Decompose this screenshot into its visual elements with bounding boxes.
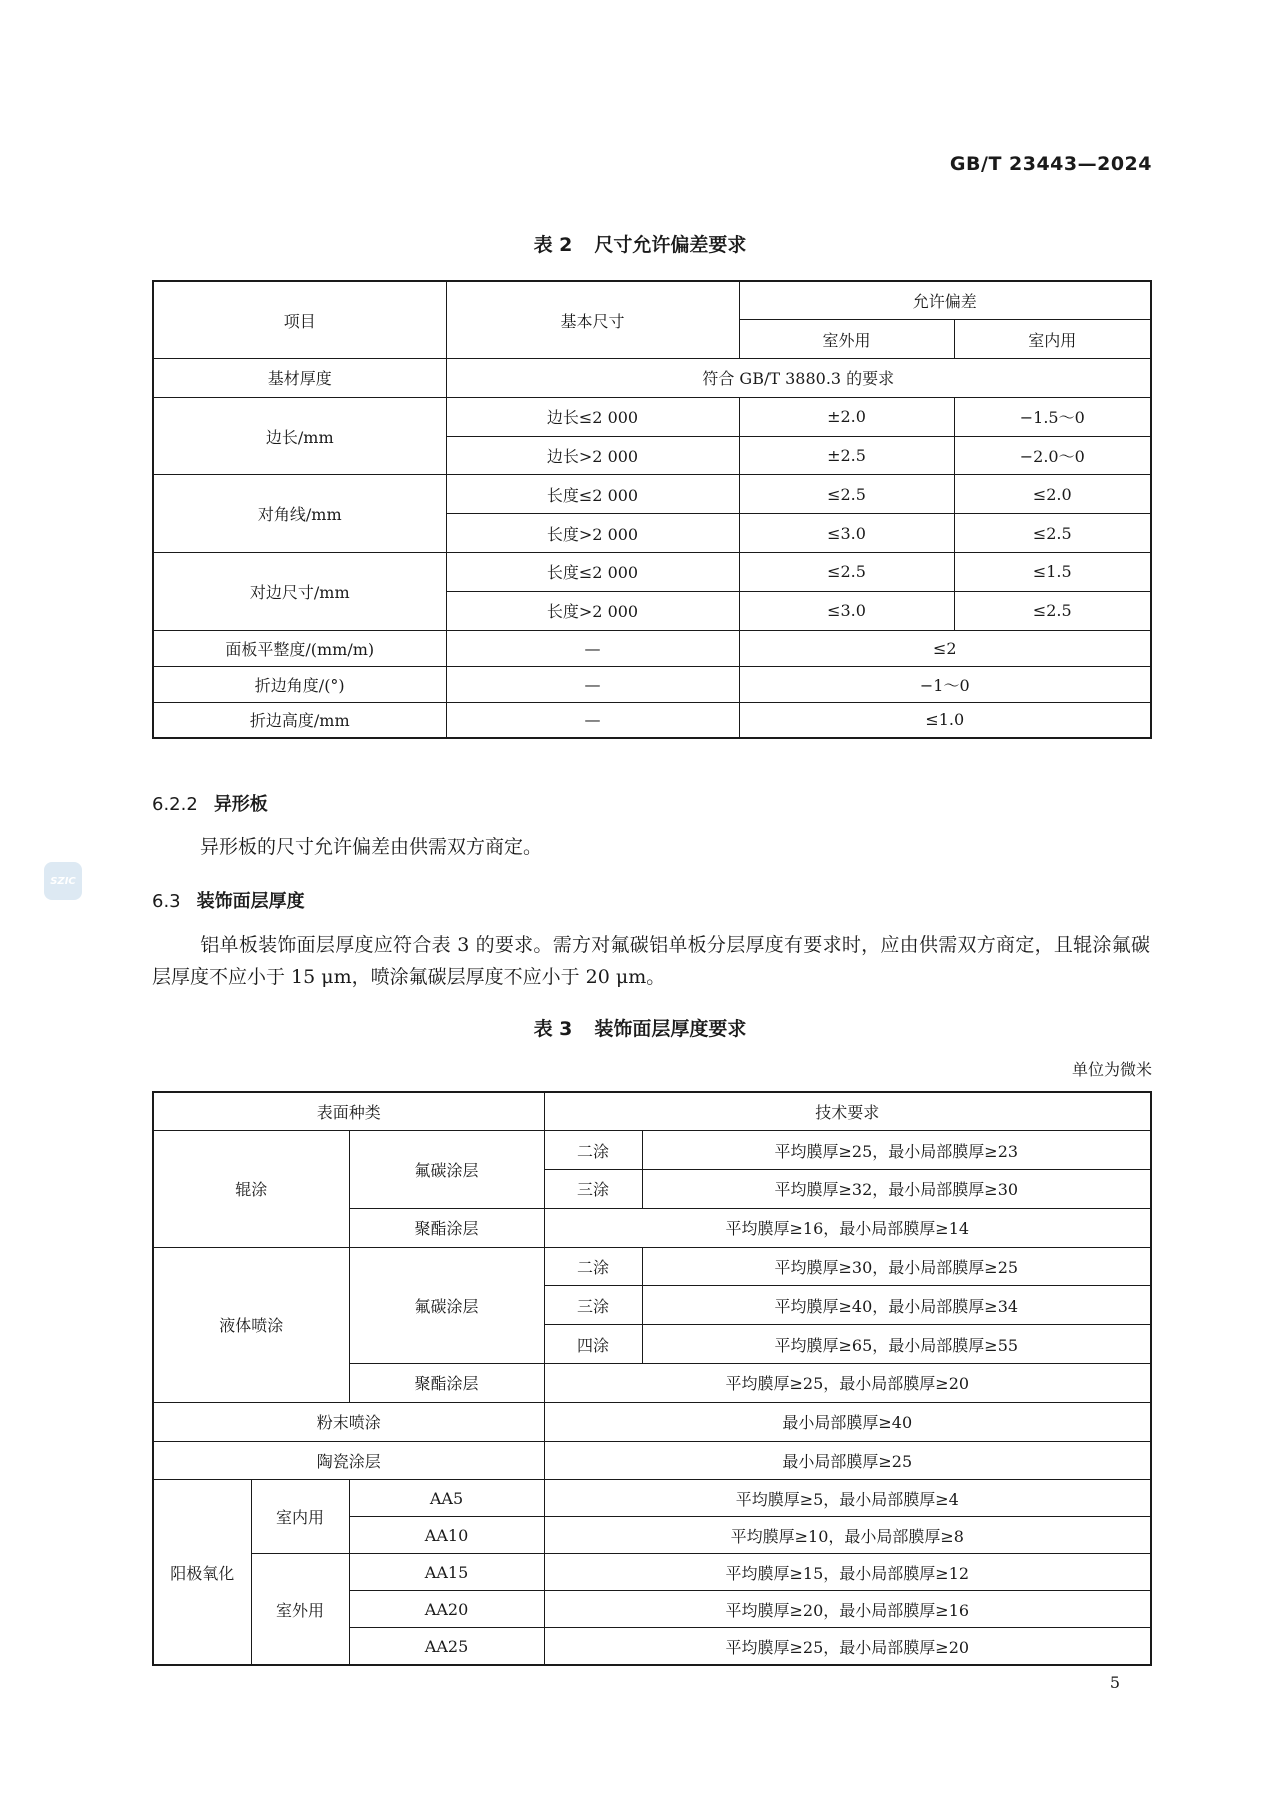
section-6-3-heading [152, 887, 305, 913]
cell-requirement: 平均膜厚≥5，最小局部膜厚≥4 [544, 1480, 1151, 1517]
cell-size: 边长≤2 000 [446, 397, 739, 436]
table-row [153, 397, 1151, 436]
section-6-2-2-text [152, 831, 1150, 863]
cell-category: 陶瓷涂层 [153, 1441, 544, 1480]
cell-coating: 聚酯涂层 [349, 1364, 544, 1403]
cell-requirement: 平均膜厚≥25，最小局部膜厚≥20 [544, 1364, 1151, 1403]
cell-requirement: 平均膜厚≥40，最小局部膜厚≥34 [642, 1286, 1151, 1325]
cell-coating: 氟碳涂层 [349, 1131, 544, 1209]
header-requirement: 技术要求 [544, 1092, 1151, 1131]
cell-grade: AA25 [349, 1628, 544, 1665]
table-row [153, 1402, 1151, 1441]
section-title: 装饰面层厚度 [196, 891, 305, 912]
header-basic-size: 基本尺寸 [446, 281, 739, 359]
header-tolerance: 允许偏差 [739, 281, 1151, 320]
cell-indoor: ≤2.5 [954, 591, 1151, 630]
table-row [153, 630, 1151, 666]
watermark-logo: SZIC [44, 862, 82, 900]
cell-outdoor: ±2.5 [739, 436, 954, 475]
cell-coat-count: 三涂 [544, 1286, 642, 1325]
cell-item: 折边高度/mm [153, 702, 446, 738]
section-6-3-text [152, 929, 1150, 993]
table-row [153, 1554, 1151, 1591]
cell-value: ≤2 [739, 630, 1151, 666]
table2-caption-title: 尺寸允许偏差要求 [594, 234, 747, 256]
table-row [153, 553, 1151, 592]
cell-indoor: ≤2.0 [954, 475, 1151, 514]
cell-coating: 聚酯涂层 [349, 1208, 544, 1247]
paragraph-text: 异形板的尺寸允许偏差由供需双方商定。 [200, 836, 543, 858]
page-number: 5 [1109, 1673, 1120, 1692]
cell-item: 对角线/mm [153, 475, 446, 553]
cell-requirement: 平均膜厚≥10，最小局部膜厚≥8 [544, 1517, 1151, 1554]
section-number: 6.2.2 [152, 794, 198, 815]
cell-coating: 氟碳涂层 [349, 1247, 544, 1363]
cell-coat-count: 二涂 [544, 1131, 642, 1170]
cell-category: 辊涂 [153, 1131, 349, 1247]
cell-item: 折边角度/(°) [153, 666, 446, 702]
paragraph-text: 铝单板装饰面层厚度应符合表 3 的要求。需方对氟碳铝单板分层厚度有要求时，应由供需双方商定，且辊涂氟碳层厚度不应小于 15 μm，喷涂氟碳层厚度不应小于 20 μm。 [152, 934, 1150, 988]
cell-indoor: ≤2.5 [954, 514, 1151, 553]
table-row [153, 666, 1151, 702]
cell-requirement: 平均膜厚≥25，最小局部膜厚≥20 [544, 1628, 1151, 1665]
cell-outdoor: ≤2.5 [739, 553, 954, 592]
cell-requirement: 平均膜厚≥25，最小局部膜厚≥23 [642, 1131, 1151, 1170]
table-row [153, 1441, 1151, 1480]
cell-size: — [446, 666, 739, 702]
cell-outdoor: ±2.0 [739, 397, 954, 436]
cell-item: 面板平整度/(mm/m) [153, 630, 446, 666]
cell-outdoor: ≤2.5 [739, 475, 954, 514]
cell-size: — [446, 702, 739, 738]
header-surface-type: 表面种类 [153, 1092, 544, 1131]
table2 [152, 280, 1152, 739]
section-6-2-2-heading [152, 790, 268, 816]
cell-item: 基材厚度 [153, 359, 446, 398]
table2-caption [0, 230, 1280, 257]
header-indoor: 室内用 [954, 320, 1151, 359]
cell-category: 粉末喷涂 [153, 1402, 544, 1441]
table3-caption-title: 装饰面层厚度要求 [594, 1018, 747, 1040]
cell-requirement: 平均膜厚≥30，最小局部膜厚≥25 [642, 1247, 1151, 1286]
section-title: 异形板 [213, 794, 268, 815]
cell-requirement: 平均膜厚≥20，最小局部膜厚≥16 [544, 1591, 1151, 1628]
table-header-row [153, 1092, 1151, 1131]
cell-item: 边长/mm [153, 397, 446, 475]
cell-item: 对边尺寸/mm [153, 553, 446, 631]
table-row [153, 1131, 1151, 1170]
table3-caption-number: 表 3 [533, 1018, 573, 1040]
cell-indoor: ≤1.5 [954, 553, 1151, 592]
table2-caption-number: 表 2 [533, 234, 573, 256]
cell-grade: AA10 [349, 1517, 544, 1554]
section-number: 6.3 [152, 891, 181, 912]
cell-size: 长度>2 000 [446, 514, 739, 553]
cell-value: −1～0 [739, 666, 1151, 702]
cell-indoor: −1.5～0 [954, 397, 1151, 436]
table3 [152, 1091, 1152, 1666]
cell-requirement: 最小局部膜厚≥40 [544, 1402, 1151, 1441]
cell-category: 液体喷涂 [153, 1247, 349, 1402]
table-row [153, 475, 1151, 514]
cell-value: 符合 GB/T 3880.3 的要求 [446, 359, 1151, 398]
table-row [153, 359, 1151, 398]
cell-grade: AA15 [349, 1554, 544, 1591]
table-header-row [153, 281, 1151, 320]
standard-number: GB/T 23443—2024 [949, 153, 1152, 175]
cell-grade: AA20 [349, 1591, 544, 1628]
cell-size: — [446, 630, 739, 666]
cell-requirement: 最小局部膜厚≥25 [544, 1441, 1151, 1480]
unit-note: 单位为微米 [1071, 1060, 1152, 1079]
cell-usage: 室内用 [251, 1480, 349, 1554]
table3-caption [0, 1014, 1280, 1041]
header-outdoor: 室外用 [739, 320, 954, 359]
cell-coat-count: 四涂 [544, 1325, 642, 1364]
cell-requirement: 平均膜厚≥15，最小局部膜厚≥12 [544, 1554, 1151, 1591]
table-row [153, 1247, 1151, 1286]
cell-coat-count: 三涂 [544, 1170, 642, 1209]
cell-requirement: 平均膜厚≥32，最小局部膜厚≥30 [642, 1170, 1151, 1209]
table-row [153, 702, 1151, 738]
header-item: 项目 [153, 281, 446, 359]
cell-category: 阳极氧化 [153, 1480, 251, 1665]
cell-size: 长度>2 000 [446, 591, 739, 630]
cell-grade: AA5 [349, 1480, 544, 1517]
cell-outdoor: ≤3.0 [739, 591, 954, 630]
cell-outdoor: ≤3.0 [739, 514, 954, 553]
cell-size: 边长>2 000 [446, 436, 739, 475]
cell-requirement: 平均膜厚≥16，最小局部膜厚≥14 [544, 1208, 1151, 1247]
cell-size: 长度≤2 000 [446, 475, 739, 514]
cell-requirement: 平均膜厚≥65，最小局部膜厚≥55 [642, 1325, 1151, 1364]
cell-indoor: −2.0～0 [954, 436, 1151, 475]
cell-value: ≤1.0 [739, 702, 1151, 738]
cell-usage: 室外用 [251, 1554, 349, 1665]
table-row [153, 1480, 1151, 1517]
cell-coat-count: 二涂 [544, 1247, 642, 1286]
cell-size: 长度≤2 000 [446, 553, 739, 592]
